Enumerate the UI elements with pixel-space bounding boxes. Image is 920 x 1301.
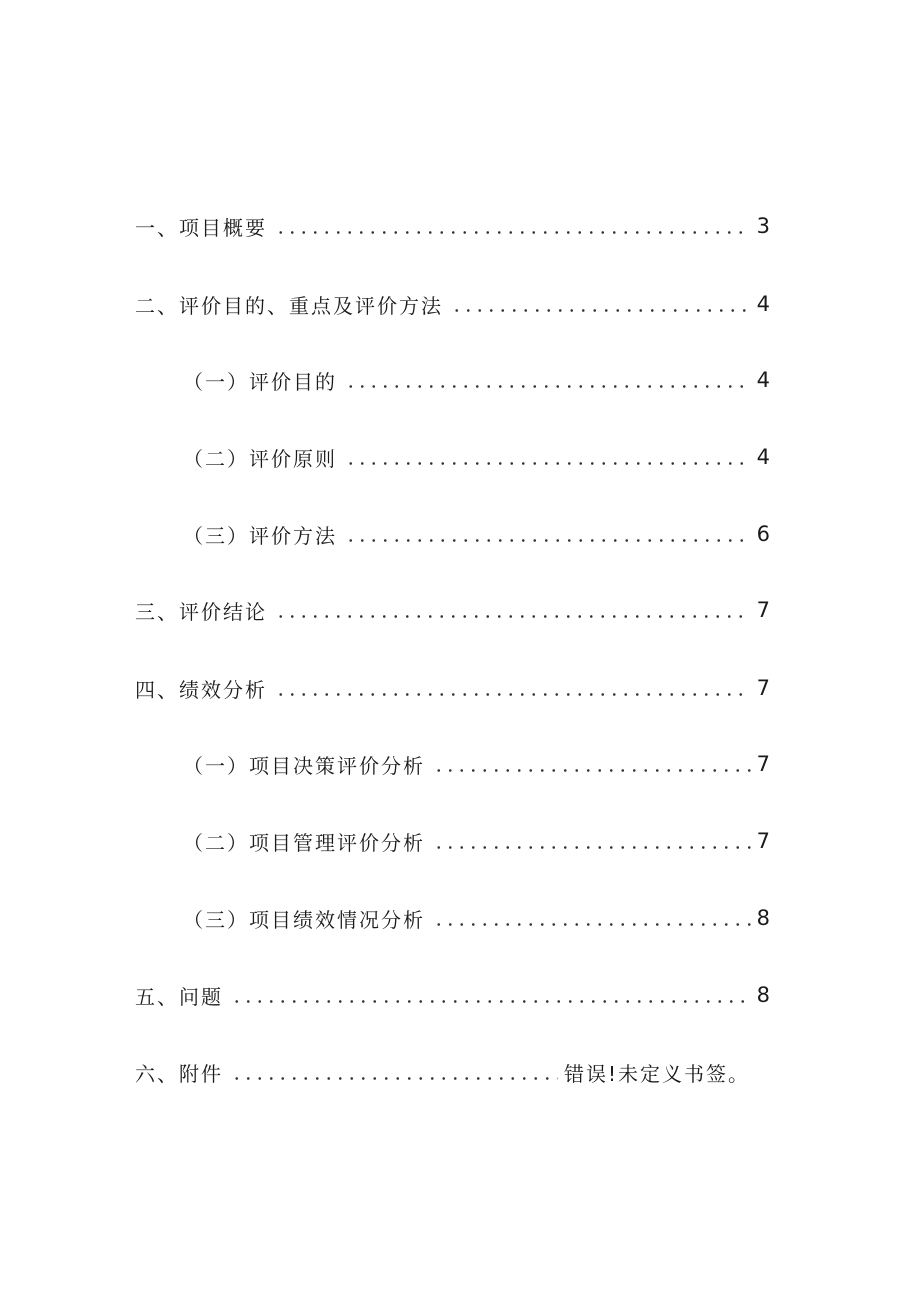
toc-entry-evaluation-principle[interactable] <box>183 437 770 477</box>
toc-entry-title: （二）评价原则 <box>183 446 337 471</box>
dot-leader <box>345 462 751 465</box>
toc-entry-evaluation-method[interactable] <box>183 514 770 554</box>
dot-leader <box>433 923 751 926</box>
toc-page-number: 7 <box>756 676 770 700</box>
dot-leader <box>231 1077 558 1080</box>
dot-leader <box>275 693 751 696</box>
toc-entry-title: （三）评价方法 <box>183 523 337 548</box>
toc-page-number: 4 <box>756 445 770 469</box>
toc-entry-performance-status-analysis[interactable] <box>183 898 770 938</box>
dot-leader <box>433 769 751 772</box>
toc-entry-performance-analysis[interactable] <box>135 668 770 708</box>
toc-page-number: 8 <box>756 906 770 930</box>
toc-page-number: 4 <box>756 292 770 316</box>
toc-page-number: 3 <box>756 214 770 238</box>
dot-leader <box>451 309 751 312</box>
toc-entry-title: （三）项目绩效情况分析 <box>183 907 425 932</box>
toc-entry-management-analysis[interactable] <box>183 821 770 861</box>
toc-entry-title: 三、评价结论 <box>135 599 267 624</box>
dot-leader <box>345 539 751 542</box>
dot-leader <box>275 231 751 234</box>
toc-page-number: 8 <box>756 983 770 1007</box>
toc-entry-project-overview[interactable] <box>135 206 770 246</box>
dot-leader <box>433 846 751 849</box>
toc-entry-title: 五、问题 <box>135 984 223 1009</box>
toc-page-number: 7 <box>756 829 770 853</box>
dot-leader <box>345 385 751 388</box>
toc-entry-title: （二）项目管理评价分析 <box>183 830 425 855</box>
toc-page-number: 7 <box>756 598 770 622</box>
toc-entry-problems[interactable] <box>135 975 770 1015</box>
dot-leader <box>275 615 751 618</box>
toc-page-number: 7 <box>756 752 770 776</box>
toc-entry-title: 四、绩效分析 <box>135 677 267 702</box>
toc-entry-title: 一、项目概要 <box>135 215 267 240</box>
dot-leader <box>231 1000 751 1003</box>
toc-bookmark-error: 错误!未定义书签。 <box>563 1061 750 1086</box>
toc-page-number: 4 <box>756 368 770 392</box>
toc-entry-evaluation-purpose[interactable] <box>183 360 770 400</box>
toc-entry-evaluation-conclusion[interactable] <box>135 590 770 630</box>
toc-entry-decision-analysis[interactable] <box>183 744 770 784</box>
toc-entry-evaluation-purpose-method[interactable] <box>135 284 770 324</box>
toc-entry-title: 二、评价目的、重点及评价方法 <box>135 293 443 318</box>
toc-page-number: 6 <box>756 522 770 546</box>
toc-entry-title: 六、附件 <box>135 1061 223 1086</box>
toc-entry-title: （一）项目决策评价分析 <box>183 753 425 778</box>
toc-entry-attachments[interactable] <box>135 1052 750 1092</box>
toc-entry-title: （一）评价目的 <box>183 369 337 394</box>
